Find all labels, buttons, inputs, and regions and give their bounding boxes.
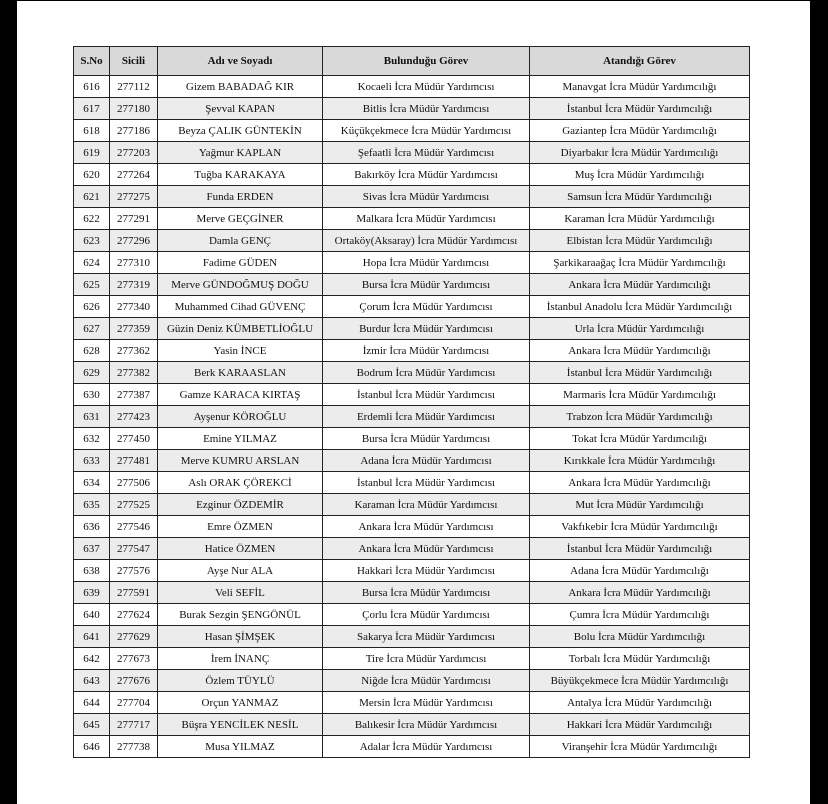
cell-current-position: Balıkesir İcra Müdür Yardımcısı (323, 714, 530, 736)
cell-sno: 642 (74, 648, 110, 670)
cell-sno: 618 (74, 120, 110, 142)
cell-current-position: Kocaeli İcra Müdür Yardımcısı (323, 76, 530, 98)
cell-assigned-position: Urla İcra Müdür Yardımcılığı (530, 318, 750, 340)
cell-name: Aslı ORAK ÇÖREKCİ (158, 472, 323, 494)
table-row (74, 582, 750, 604)
cell-current-position: Niğde İcra Müdür Yardımcısı (323, 670, 530, 692)
cell-name: Tuğba KARAKAYA (158, 164, 323, 186)
cell-sicil: 277525 (110, 494, 158, 516)
cell-assigned-position: Ankara İcra Müdür Yardımcılığı (530, 582, 750, 604)
cell-current-position: Mersin İcra Müdür Yardımcısı (323, 692, 530, 714)
cell-current-position: Bodrum İcra Müdür Yardımcısı (323, 362, 530, 384)
header-assigned-position: Atandığı Görev (530, 47, 750, 76)
cell-name: Gamze KARACA KIRTAŞ (158, 384, 323, 406)
cell-current-position: Bursa İcra Müdür Yardımcısı (323, 428, 530, 450)
cell-assigned-position: Manavgat İcra Müdür Yardımcılığı (530, 76, 750, 98)
cell-sicil: 277387 (110, 384, 158, 406)
cell-name: Berk KARAASLAN (158, 362, 323, 384)
cell-sicil: 277676 (110, 670, 158, 692)
cell-sicil: 277629 (110, 626, 158, 648)
cell-current-position: Burdur İcra Müdür Yardımcısı (323, 318, 530, 340)
cell-name: Veli SEFİL (158, 582, 323, 604)
cell-name: Musa YILMAZ (158, 736, 323, 758)
table-row (74, 340, 750, 362)
cell-sno: 645 (74, 714, 110, 736)
page-top-edge (17, 0, 810, 1)
cell-name: Özlem TÜYLÜ (158, 670, 323, 692)
cell-name: Şevval KAPAN (158, 98, 323, 120)
table-row (74, 560, 750, 582)
table-row (74, 252, 750, 274)
cell-sicil: 277180 (110, 98, 158, 120)
cell-name: Yağmur KAPLAN (158, 142, 323, 164)
cell-name: Gizem BABADAĞ KIR (158, 76, 323, 98)
cell-sno: 625 (74, 274, 110, 296)
cell-current-position: Bursa İcra Müdür Yardımcısı (323, 582, 530, 604)
cell-sicil: 277704 (110, 692, 158, 714)
cell-assigned-position: Mut İcra Müdür Yardımcılığı (530, 494, 750, 516)
cell-sno: 633 (74, 450, 110, 472)
table-row (74, 714, 750, 736)
cell-current-position: Ortaköy(Aksaray) İcra Müdür Yardımcısı (323, 230, 530, 252)
cell-current-position: Karaman İcra Müdür Yardımcısı (323, 494, 530, 516)
table-row (74, 76, 750, 98)
table-header-row (74, 47, 750, 76)
table-row (74, 450, 750, 472)
table-row (74, 186, 750, 208)
table-row (74, 692, 750, 714)
table-row (74, 274, 750, 296)
cell-current-position: İzmir İcra Müdür Yardımcısı (323, 340, 530, 362)
cell-sno: 631 (74, 406, 110, 428)
table-row (74, 472, 750, 494)
cell-sno: 638 (74, 560, 110, 582)
cell-assigned-position: Viranşehir İcra Müdür Yardımcılığı (530, 736, 750, 758)
cell-current-position: Sakarya İcra Müdür Yardımcısı (323, 626, 530, 648)
cell-current-position: Sivas İcra Müdür Yardımcısı (323, 186, 530, 208)
cell-assigned-position: Kırıkkale İcra Müdür Yardımcılığı (530, 450, 750, 472)
cell-sno: 617 (74, 98, 110, 120)
cell-current-position: Malkara İcra Müdür Yardımcısı (323, 208, 530, 230)
cell-name: Ayşe Nur ALA (158, 560, 323, 582)
cell-name: Emine YILMAZ (158, 428, 323, 450)
table-row (74, 538, 750, 560)
cell-sno: 640 (74, 604, 110, 626)
cell-assigned-position: Torbalı İcra Müdür Yardımcılığı (530, 648, 750, 670)
cell-name: Merve GÜNDOĞMUŞ DOĞU (158, 274, 323, 296)
table-row (74, 164, 750, 186)
cell-assigned-position: Diyarbakır İcra Müdür Yardımcılığı (530, 142, 750, 164)
cell-assigned-position: İstanbul İcra Müdür Yardımcılığı (530, 538, 750, 560)
cell-assigned-position: Antalya İcra Müdür Yardımcılığı (530, 692, 750, 714)
cell-current-position: Bitlis İcra Müdür Yardımcısı (323, 98, 530, 120)
cell-sicil: 277547 (110, 538, 158, 560)
table-row (74, 516, 750, 538)
table-row (74, 362, 750, 384)
table-row (74, 648, 750, 670)
table-row (74, 494, 750, 516)
cell-sno: 624 (74, 252, 110, 274)
cell-sno: 623 (74, 230, 110, 252)
header-sicil: Sicili (110, 47, 158, 76)
cell-current-position: Çorlu İcra Müdür Yardımcısı (323, 604, 530, 626)
cell-assigned-position: Trabzon İcra Müdür Yardımcılığı (530, 406, 750, 428)
cell-sno: 637 (74, 538, 110, 560)
cell-current-position: Şefaatli İcra Müdür Yardımcısı (323, 142, 530, 164)
table-row (74, 230, 750, 252)
cell-sicil: 277275 (110, 186, 158, 208)
cell-sicil: 277382 (110, 362, 158, 384)
cell-sicil: 277576 (110, 560, 158, 582)
cell-name: Muhammed Cihad GÜVENÇ (158, 296, 323, 318)
cell-assigned-position: Vakfıkebir İcra Müdür Yardımcılığı (530, 516, 750, 538)
cell-sicil: 277264 (110, 164, 158, 186)
cell-sno: 646 (74, 736, 110, 758)
table-row (74, 428, 750, 450)
cell-sno: 629 (74, 362, 110, 384)
cell-name: İrem İNANÇ (158, 648, 323, 670)
cell-current-position: İstanbul İcra Müdür Yardımcısı (323, 384, 530, 406)
cell-sicil: 277291 (110, 208, 158, 230)
cell-assigned-position: Ankara İcra Müdür Yardımcılığı (530, 340, 750, 362)
cell-name: Funda ERDEN (158, 186, 323, 208)
cell-assigned-position: Adana İcra Müdür Yardımcılığı (530, 560, 750, 582)
cell-sno: 639 (74, 582, 110, 604)
table-row (74, 626, 750, 648)
cell-assigned-position: Marmaris İcra Müdür Yardımcılığı (530, 384, 750, 406)
cell-assigned-position: Tokat İcra Müdür Yardımcılığı (530, 428, 750, 450)
cell-sicil: 277359 (110, 318, 158, 340)
cell-assigned-position: İstanbul İcra Müdür Yardımcılığı (530, 362, 750, 384)
cell-sno: 626 (74, 296, 110, 318)
cell-assigned-position: Bolu İcra Müdür Yardımcılığı (530, 626, 750, 648)
table-row (74, 384, 750, 406)
cell-assigned-position: Karaman İcra Müdür Yardımcılığı (530, 208, 750, 230)
cell-assigned-position: Büyükçekmece İcra Müdür Yardımcılığı (530, 670, 750, 692)
cell-sicil: 277591 (110, 582, 158, 604)
cell-name: Orçun YANMAZ (158, 692, 323, 714)
cell-sicil: 277738 (110, 736, 158, 758)
cell-name: Burak Sezgin ŞENGÖNÜL (158, 604, 323, 626)
table-row (74, 318, 750, 340)
cell-assigned-position: İstanbul Anadolu İcra Müdür Yardımcılığı (530, 296, 750, 318)
cell-assigned-position: Gaziantep İcra Müdür Yardımcılığı (530, 120, 750, 142)
table-row (74, 142, 750, 164)
cell-sicil: 277340 (110, 296, 158, 318)
cell-sno: 636 (74, 516, 110, 538)
table-row (74, 736, 750, 758)
cell-sno: 622 (74, 208, 110, 230)
cell-sno: 635 (74, 494, 110, 516)
cell-assigned-position: Şarkikaraağaç İcra Müdür Yardımcılığı (530, 252, 750, 274)
cell-assigned-position: Ankara İcra Müdür Yardımcılığı (530, 472, 750, 494)
cell-current-position: Ankara İcra Müdür Yardımcısı (323, 538, 530, 560)
cell-sno: 644 (74, 692, 110, 714)
cell-name: Emre ÖZMEN (158, 516, 323, 538)
cell-sno: 628 (74, 340, 110, 362)
cell-sno: 616 (74, 76, 110, 98)
cell-sno: 627 (74, 318, 110, 340)
table-body (74, 76, 750, 758)
cell-sno: 641 (74, 626, 110, 648)
cell-name: Hasan ŞİMŞEK (158, 626, 323, 648)
cell-sicil: 277296 (110, 230, 158, 252)
cell-current-position: Adana İcra Müdür Yardımcısı (323, 450, 530, 472)
cell-sno: 643 (74, 670, 110, 692)
cell-current-position: Küçükçekmece İcra Müdür Yardımcısı (323, 120, 530, 142)
cell-sicil: 277203 (110, 142, 158, 164)
cell-sno: 632 (74, 428, 110, 450)
cell-name: Ezginur ÖZDEMİR (158, 494, 323, 516)
cell-name: Damla GENÇ (158, 230, 323, 252)
header-sno: S.No (74, 47, 110, 76)
cell-sicil: 277450 (110, 428, 158, 450)
cell-sicil: 277319 (110, 274, 158, 296)
cell-sicil: 277481 (110, 450, 158, 472)
cell-sicil: 277624 (110, 604, 158, 626)
cell-assigned-position: Ankara İcra Müdür Yardımcılığı (530, 274, 750, 296)
cell-name: Merve GEÇGİNER (158, 208, 323, 230)
cell-sicil: 277112 (110, 76, 158, 98)
cell-current-position: Hakkari İcra Müdür Yardımcısı (323, 560, 530, 582)
cell-sno: 630 (74, 384, 110, 406)
cell-sicil: 277362 (110, 340, 158, 362)
cell-current-position: Hopa İcra Müdür Yardımcısı (323, 252, 530, 274)
table-row (74, 406, 750, 428)
cell-sicil: 277310 (110, 252, 158, 274)
cell-sno: 620 (74, 164, 110, 186)
document-page (17, 0, 810, 804)
cell-assigned-position: Muş İcra Müdür Yardımcılığı (530, 164, 750, 186)
cell-current-position: İstanbul İcra Müdür Yardımcısı (323, 472, 530, 494)
cell-name: Beyza ÇALIK GÜNTEKİN (158, 120, 323, 142)
header-name: Adı ve Soyadı (158, 47, 323, 76)
cell-name: Merve KUMRU ARSLAN (158, 450, 323, 472)
cell-sicil: 277506 (110, 472, 158, 494)
cell-sicil: 277186 (110, 120, 158, 142)
cell-name: Güzin Deniz KÜMBETLİOĞLU (158, 318, 323, 340)
cell-current-position: Bursa İcra Müdür Yardımcısı (323, 274, 530, 296)
cell-sicil: 277423 (110, 406, 158, 428)
cell-sicil: 277546 (110, 516, 158, 538)
table-row (74, 296, 750, 318)
cell-current-position: Tire İcra Müdür Yardımcısı (323, 648, 530, 670)
cell-name: Yasin İNCE (158, 340, 323, 362)
cell-assigned-position: Samsun İcra Müdür Yardımcılığı (530, 186, 750, 208)
table-row (74, 98, 750, 120)
assignment-table (73, 46, 750, 758)
table-row (74, 120, 750, 142)
cell-sicil: 277717 (110, 714, 158, 736)
table-row (74, 670, 750, 692)
cell-name: Fadime GÜDEN (158, 252, 323, 274)
cell-name: Büşra YENCİLEK NESİL (158, 714, 323, 736)
cell-sno: 634 (74, 472, 110, 494)
cell-assigned-position: Elbistan İcra Müdür Yardımcılığı (530, 230, 750, 252)
cell-assigned-position: Hakkari İcra Müdür Yardımcılığı (530, 714, 750, 736)
cell-assigned-position: İstanbul İcra Müdür Yardımcılığı (530, 98, 750, 120)
cell-sicil: 277673 (110, 648, 158, 670)
cell-current-position: Bakırköy İcra Müdür Yardımcısı (323, 164, 530, 186)
cell-current-position: Çorum İcra Müdür Yardımcısı (323, 296, 530, 318)
table-row (74, 208, 750, 230)
cell-assigned-position: Çumra İcra Müdür Yardımcılığı (530, 604, 750, 626)
cell-current-position: Adalar İcra Müdür Yardımcısı (323, 736, 530, 758)
cell-sno: 619 (74, 142, 110, 164)
cell-current-position: Erdemli İcra Müdür Yardımcısı (323, 406, 530, 428)
cell-sno: 621 (74, 186, 110, 208)
cell-current-position: Ankara İcra Müdür Yardımcısı (323, 516, 530, 538)
cell-name: Ayşenur KÖROĞLU (158, 406, 323, 428)
cell-name: Hatice ÖZMEN (158, 538, 323, 560)
header-current-position: Bulunduğu Görev (323, 47, 530, 76)
table-row (74, 604, 750, 626)
